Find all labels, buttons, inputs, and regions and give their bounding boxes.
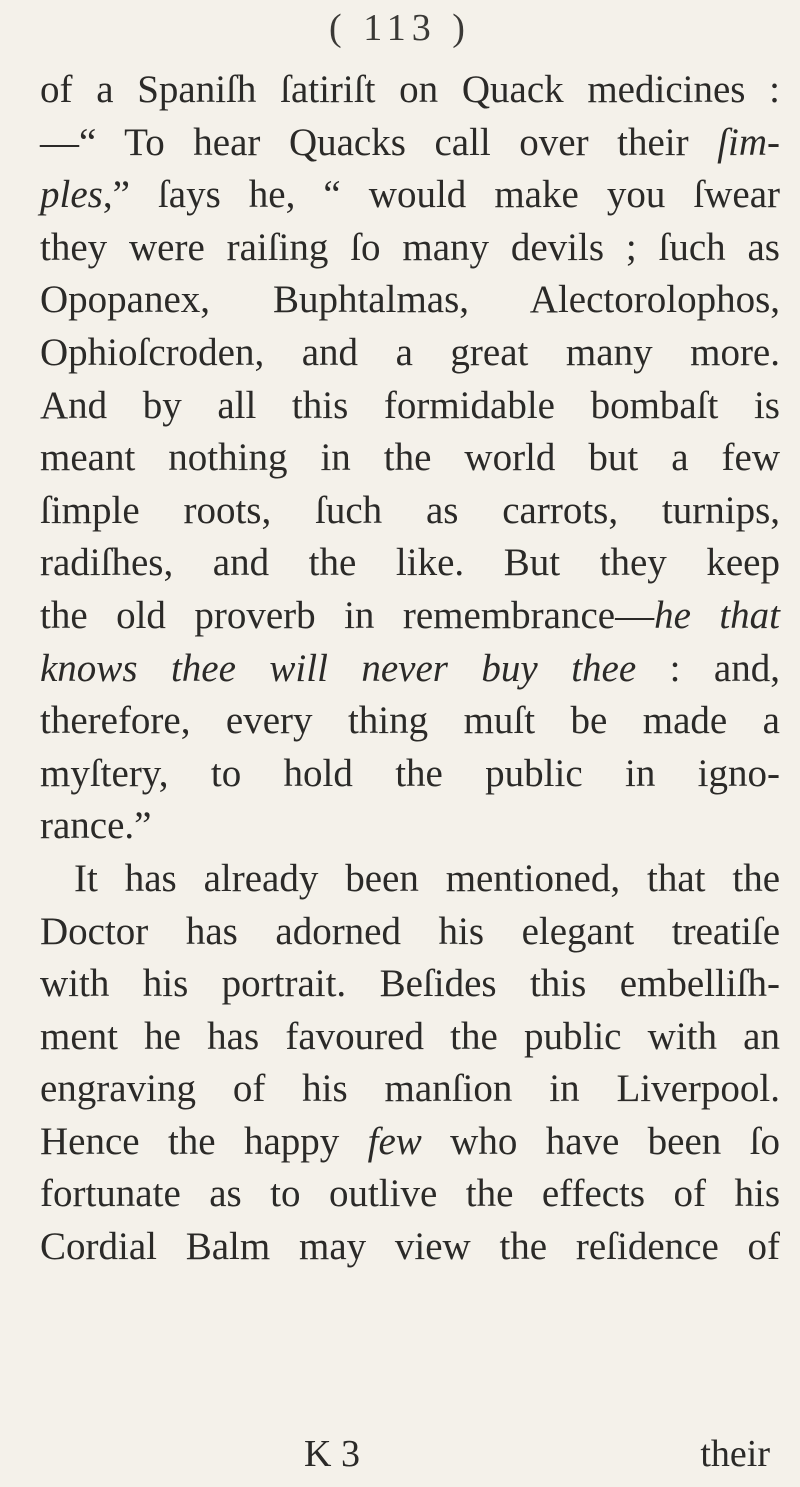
- text-segment: It has already been mentioned, that the: [74, 856, 780, 900]
- text-line: [40, 432, 780, 485]
- text-line: [40, 380, 780, 433]
- text-segment: : and,: [636, 646, 780, 690]
- text-segment: engraving of his manſion in Liverpool.: [40, 1067, 780, 1111]
- text-segment: with his portrait. Beſides this embelliſh-: [40, 962, 780, 1006]
- body-text: [40, 64, 780, 1274]
- text-line: [40, 1011, 780, 1064]
- signature-mark: K 3: [304, 1433, 360, 1475]
- text-segment: ,” ſays he, “ would make you ſwear: [102, 173, 780, 217]
- italic-text: ples: [40, 173, 103, 217]
- text-line: [40, 1063, 780, 1116]
- italic-text: he that: [654, 593, 781, 637]
- text-line: [40, 64, 780, 117]
- text-segment: —“ To hear Quacks call over their: [40, 120, 718, 164]
- italic-text: knows thee will never buy thee: [40, 646, 637, 690]
- italic-text: few: [367, 1119, 422, 1163]
- text-line: [40, 906, 780, 959]
- text-segment: fortunate as to outlive the effects of his: [40, 1172, 780, 1216]
- text-segment: the old proverb in remembrance—: [40, 593, 655, 637]
- text-segment: rance.”: [40, 804, 152, 848]
- text-line: [40, 169, 780, 222]
- text-segment: Hence the happy: [40, 1119, 368, 1163]
- text-line: [40, 117, 780, 170]
- catchword: their: [700, 1433, 770, 1475]
- page-number: ( 113 ): [329, 7, 471, 49]
- text-line: [40, 1221, 780, 1274]
- text-segment: who have been ſo: [421, 1119, 780, 1163]
- text-line: [40, 958, 780, 1011]
- text-segment: therefore, every thing muſt be made a: [40, 699, 780, 743]
- text-line: [40, 1168, 780, 1221]
- text-segment: myſtery, to hold the public in igno-: [40, 751, 780, 795]
- text-segment: radiſhes, and the like. But they keep: [40, 541, 780, 585]
- text-segment: Cordial Balm may view the reſidence of: [40, 1225, 780, 1269]
- text-line: [40, 274, 780, 327]
- text-segment: of a Spaniſh ſatiriſt on Quack medicines :: [40, 68, 780, 111]
- text-segment: Ophioſcroden, and a great many more.: [40, 330, 780, 374]
- page-footer: [0, 1428, 800, 1480]
- text-segment: ſimple roots, ſuch as carrots, turnips,: [40, 488, 780, 532]
- text-segment: meant nothing in the world but a few: [40, 436, 780, 480]
- text-line: [40, 485, 780, 538]
- text-line: [40, 748, 780, 801]
- text-line: [40, 695, 780, 748]
- text-line: [40, 1116, 780, 1169]
- text-segment: they were raiſing ſo many devils ; ſuch as: [40, 225, 780, 269]
- text-line: [40, 643, 780, 696]
- text-line: [40, 800, 780, 853]
- text-line: [40, 853, 780, 906]
- text-segment: ment he has favoured the public with an: [40, 1014, 780, 1058]
- italic-text: ſim-: [717, 120, 780, 164]
- text-segment: And by all this formidable bombaſt is: [40, 383, 780, 427]
- text-line: [40, 222, 780, 275]
- text-line: [40, 590, 780, 643]
- text-segment: Opopanex, Buphtalmas, Alectorolophos,: [40, 278, 780, 322]
- text-line: [40, 537, 780, 590]
- text-line: [40, 327, 780, 380]
- text-segment: Doctor has adorned his elegant treatiſe: [40, 909, 780, 953]
